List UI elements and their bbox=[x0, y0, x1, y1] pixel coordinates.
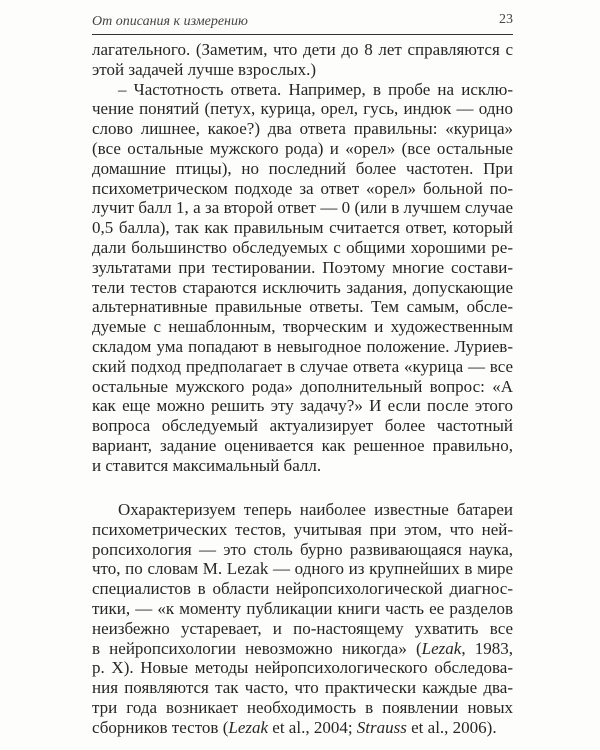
text-line: дуемые с нешаблонным, творческим и художественным bbox=[92, 317, 513, 337]
text-line: ский подход предполагает в случае ответа «курица — все bbox=[92, 356, 513, 376]
text-line: 0,5 балла), так как правильным считается ответ, который bbox=[92, 218, 513, 238]
text-segment: в нейропсихологии невозможно никогда» ( bbox=[92, 638, 422, 658]
text-line: тики, — «к моменту публикации книги часть ее разделов bbox=[92, 598, 513, 618]
text-line: остальные мужского рода» дополнительный вопрос: «А bbox=[92, 376, 513, 396]
citation-author: Lezak bbox=[228, 717, 269, 737]
text-line: (все остальные мужского рода) и «орел» (все остальные bbox=[92, 138, 513, 158]
text-line: неизбежно устаревает, и по-настоящему ухватить все bbox=[92, 618, 513, 638]
text-line: как еще можно решить эту задачу?» И если после этого bbox=[92, 396, 513, 416]
text-line: слово лишнее, какое?) два ответа правильны: «курица» bbox=[92, 119, 513, 139]
text-line: этой задачей лучше взрослых.) bbox=[92, 59, 317, 79]
citation-author: Lezak bbox=[421, 638, 462, 658]
text-line: вопроса обследуемый актуализирует более частотный bbox=[92, 416, 513, 436]
text-segment: сборников тестов ( bbox=[92, 717, 229, 737]
text-line: и ставится максимальный балл. bbox=[92, 455, 322, 475]
text-line: лучит балл 1, а за второй ответ — 0 (или в лучшем случае bbox=[92, 198, 513, 218]
text-line: ропсихология — это столь бурно развивающаяся наука, bbox=[92, 539, 513, 559]
text-line-citation bbox=[92, 639, 513, 659]
text-line: специалистов в области нейропсихологической диагнос- bbox=[92, 579, 513, 599]
text-line: домашние птицы), но последний более частотен. При bbox=[92, 158, 513, 178]
text-line: тели тестов стараются исключить задания, допускающие bbox=[92, 277, 513, 297]
text-line: – Частотность ответа. Например, в пробе на исклю- bbox=[118, 79, 513, 99]
paragraph-2 bbox=[92, 500, 513, 738]
text-line: вариант, задание оценивается как решенное правильно, bbox=[92, 435, 513, 455]
text-segment: et al., 2004; bbox=[268, 717, 357, 737]
text-line: ния появляются так часто, что практически каждые два- bbox=[92, 678, 513, 698]
text-line: p. X). Новые методы нейропсихологического обследова- bbox=[92, 658, 513, 678]
text-line: лагательного. (Заметим, что дети до 8 лет справляются с bbox=[92, 40, 513, 59]
text-line-citation bbox=[92, 718, 513, 738]
page-number: 23 bbox=[499, 12, 513, 27]
text-line: Охарактеризуем теперь наиболее известные батареи bbox=[118, 500, 513, 519]
paragraph-1 bbox=[92, 40, 513, 476]
text-segment: et al., 2006). bbox=[406, 717, 497, 737]
running-title: От описания к измерению bbox=[92, 14, 248, 29]
text-line: психометрических тестов, учитывая при этом, что ней- bbox=[92, 519, 513, 539]
text-line: дали большинство обследуемых с общими хорошими ре- bbox=[92, 237, 513, 257]
text-line: чение понятий (петух, курица, орел, гусь, индюк — одно bbox=[92, 99, 513, 119]
header-rule bbox=[92, 34, 513, 35]
text-line: психометрическом подходе за ответ «орел» больной по- bbox=[92, 178, 513, 198]
citation-author: Strauss bbox=[356, 717, 407, 737]
text-line: что, по словам M. Lezak — одного из крупнейших в мире bbox=[92, 559, 513, 579]
page-header bbox=[92, 10, 513, 34]
text-line: альтернативные правильные ответы. Тем самым, обсле- bbox=[92, 297, 513, 317]
text-line: три года возникает необходимость в появлении новых bbox=[92, 697, 513, 717]
text-line: складом ума попадают в невыгодное положение. Луриев- bbox=[92, 336, 513, 356]
text-line: зультатами при тестировании. Поэтому многие состави- bbox=[92, 257, 513, 277]
text-segment: , 1983, bbox=[461, 638, 513, 658]
